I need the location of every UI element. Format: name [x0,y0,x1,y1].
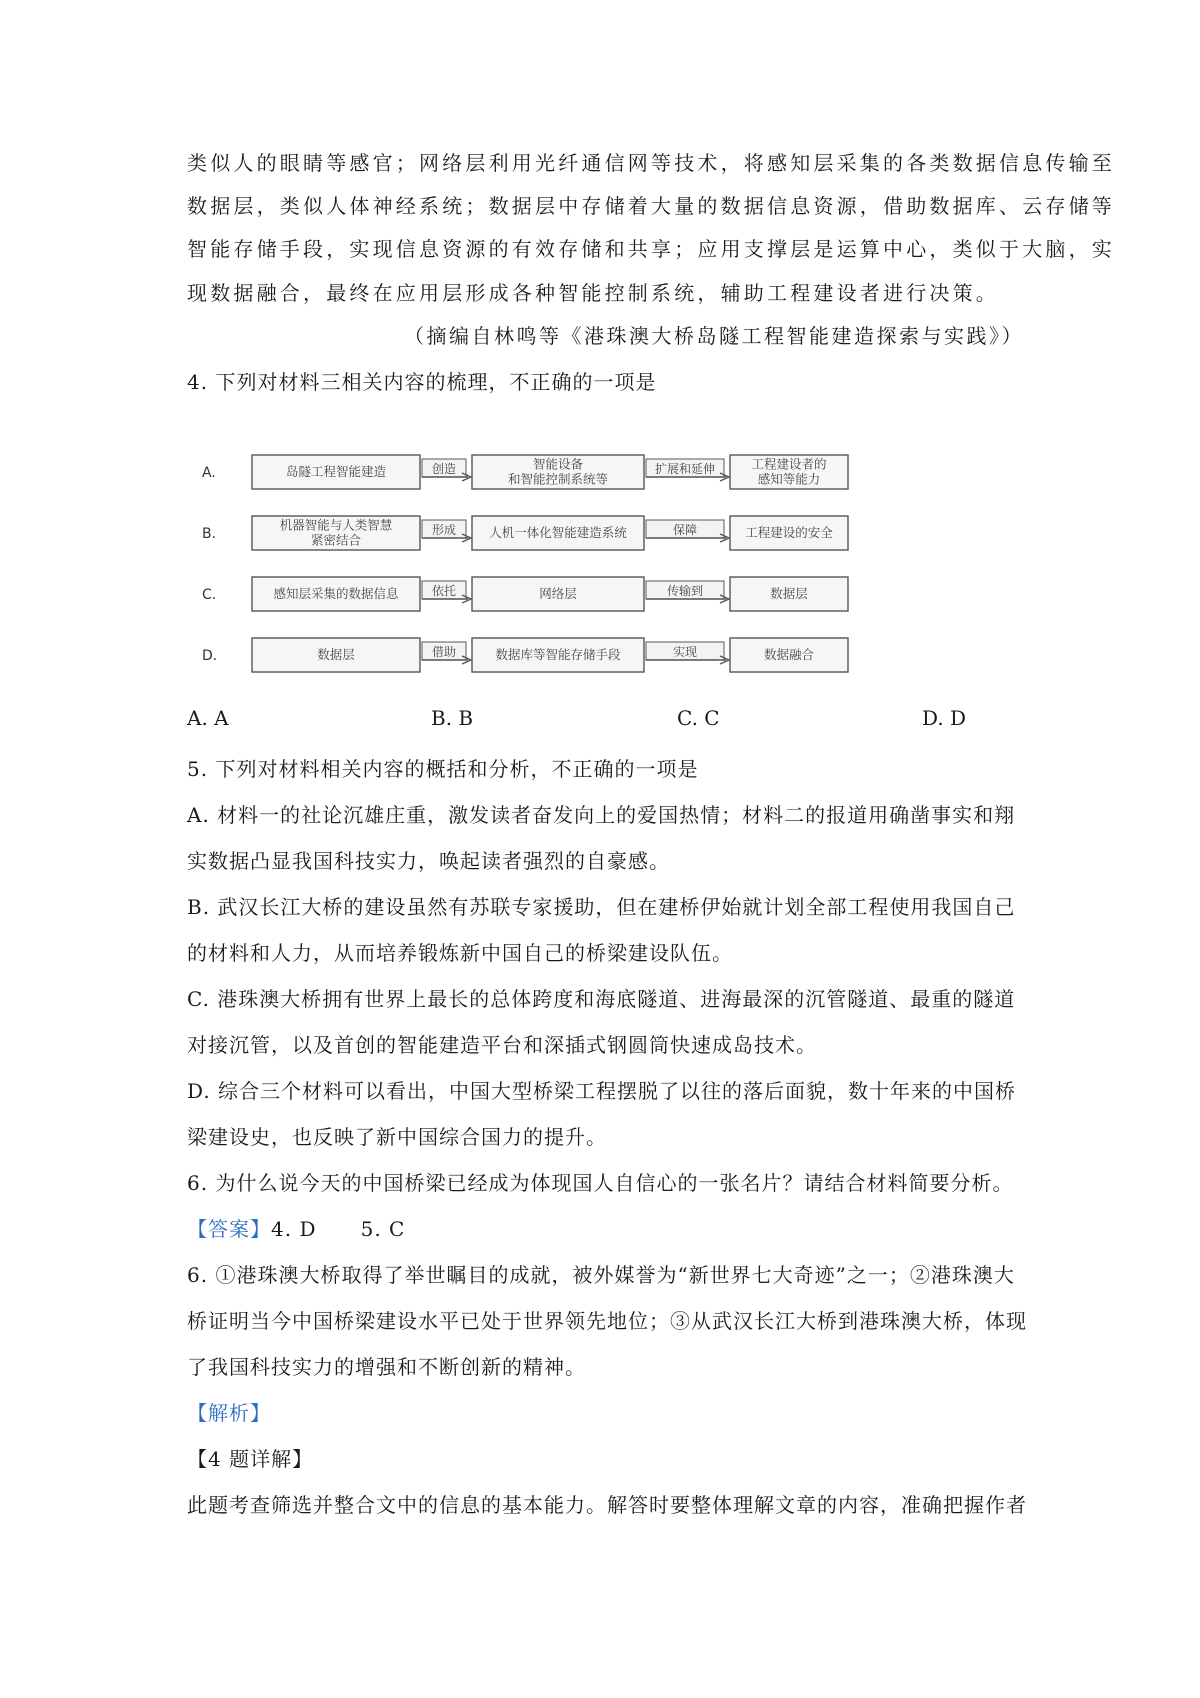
flow-box-third-text: 数据层 [770,586,808,601]
intro-line: 类似人的眼睛等感官；网络层利用光纤通信网等技术，将感知层采集的各类数据信息传输至 [187,151,1115,175]
q5-option-b-line: 的材料和人力，从而培养锻炼新中国自己的桥梁建设队伍。 [187,941,733,965]
answer-text: 4. D 5. C [271,1217,406,1241]
flow-box-third-text: 工程建设者的 [751,456,827,472]
intro-line: 现数据融合，最终在应用层形成各种智能控制系统，辅助工程建设者进行决策。 [187,281,999,305]
flow-box-second-text: 人机一体化智能建造系统 [489,525,627,540]
flow-box-first-text: 感知层采集的数据信息 [273,586,399,601]
flow-box-second-text: 和智能控制系统等 [507,471,609,487]
q4-stem: 4. 下列对材料三相关内容的梳理，不正确的一项是 [187,370,657,394]
analysis-text: 此题考查筛选并整合文中的信息的基本能力。解答时要整体理解文章的内容，准确把握作者 [187,1493,1027,1517]
answer-line [187,1213,1027,1242]
q5-option-a-line[interactable]: A. 材料一的社论沉雄庄重，激发读者奋发向上的爱国热情；材料二的报道用确凿事实和翔 [187,803,1016,827]
flow-box-first-text: 机器智能与人类智慧 [279,517,393,533]
flow-box-third-text: 工程建设的安全 [745,525,833,540]
flow-box-first-text: 紧密结合 [310,532,362,548]
q6-stem: 6. 为什么说今天的中国桥梁已经成为体现国人自信心的一张名片？请结合材料简要分析。 [187,1171,1014,1195]
q5-stem: 5. 下列对材料相关内容的概括和分析，不正确的一项是 [187,757,699,781]
flow-box-third-text: 数据融合 [763,647,815,662]
analysis-tag: 【解析】 [187,1401,271,1425]
answer-q6-line: 桥证明当今中国桥梁建设水平已处于世界领先地位；③从武汉长江大桥到港珠澳大桥，体现 [187,1309,1027,1333]
flow-box-second-text: 网络层 [539,586,577,601]
flow-box-first-text: 岛隧工程智能建造 [285,464,387,479]
q5-option-b-line[interactable]: B. 武汉长江大桥的建设虽然有苏联专家援助，但在建桥伊始就计划全部工程使用我国自己 [187,895,1016,919]
flow-arrow-second-label: 保障 [672,523,698,537]
flow-box-second-text: 数据库等智能存储手段 [495,647,621,662]
source-citation: （摘编自林鸣等《港珠澳大桥岛隧工程智能建造探索与实践》） [404,324,1024,348]
q4-option-c[interactable]: C. C [677,706,720,730]
flow-arrow-first-label: 创造 [431,462,457,476]
q4-flow-chart [200,442,880,692]
flow-arrow-first-label: 形成 [431,523,457,537]
flow-arrow-second-label: 实现 [672,645,698,659]
flow-row-label: D. [202,648,218,664]
analysis-detail-title: 【4 题详解】 [187,1447,314,1471]
intro-line: 智能存储手段，实现信息资源的有效存储和共享；应用支撑层是运算中心，类似于大脑，实 [187,237,1115,261]
flow-arrow-first-label: 借助 [431,645,457,659]
flow-row-label: C. [202,587,217,603]
answer-q6-line: 6. ①港珠澳大桥取得了举世瞩目的成就，被外媒誉为“新世界七大奇迹”之一；②港珠澳大 [187,1263,1015,1287]
q4-option-b[interactable]: B. B [431,706,474,730]
flow-arrow-second-label: 扩展和延伸 [654,462,716,476]
flow-box-third-text: 感知等能力 [757,471,821,487]
q5-option-d-line[interactable]: D. 综合三个材料可以看出，中国大型桥梁工程摆脱了以往的落后面貌，数十年来的中国桥 [187,1079,1017,1103]
intro-line: 数据层，类似人体神经系统；数据层中存储着大量的数据信息资源，借助数据库、云存储等 [187,194,1115,218]
flow-arrow-first-label: 依托 [431,584,457,598]
q5-option-c-line[interactable]: C. 港珠澳大桥拥有世界上最长的总体跨度和海底隧道、进海最深的沉管隧道、最重的隧道 [187,987,1016,1011]
answer-q6-line: 了我国科技实力的增强和不断创新的精神。 [187,1355,586,1379]
q4-option-a[interactable]: A. A [187,706,229,730]
q5-option-a-line: 实数据凸显我国科技实力，唤起读者强烈的自豪感。 [187,849,670,873]
q5-option-c-line: 对接沉管，以及首创的智能建造平台和深插式钢圆筒快速成岛技术。 [187,1033,817,1057]
flow-row-label: A. [202,465,216,481]
flow-box-first-text: 数据层 [317,647,355,662]
answer-tag: 【答案】 [187,1217,271,1241]
q4-option-d[interactable]: D. D [922,706,967,730]
q5-option-d-line: 梁建设史，也反映了新中国综合国力的提升。 [187,1125,607,1149]
flow-box-second-text: 智能设备 [532,456,584,472]
flow-arrow-second-label: 传输到 [666,584,704,598]
flow-row-label: B. [202,526,217,542]
